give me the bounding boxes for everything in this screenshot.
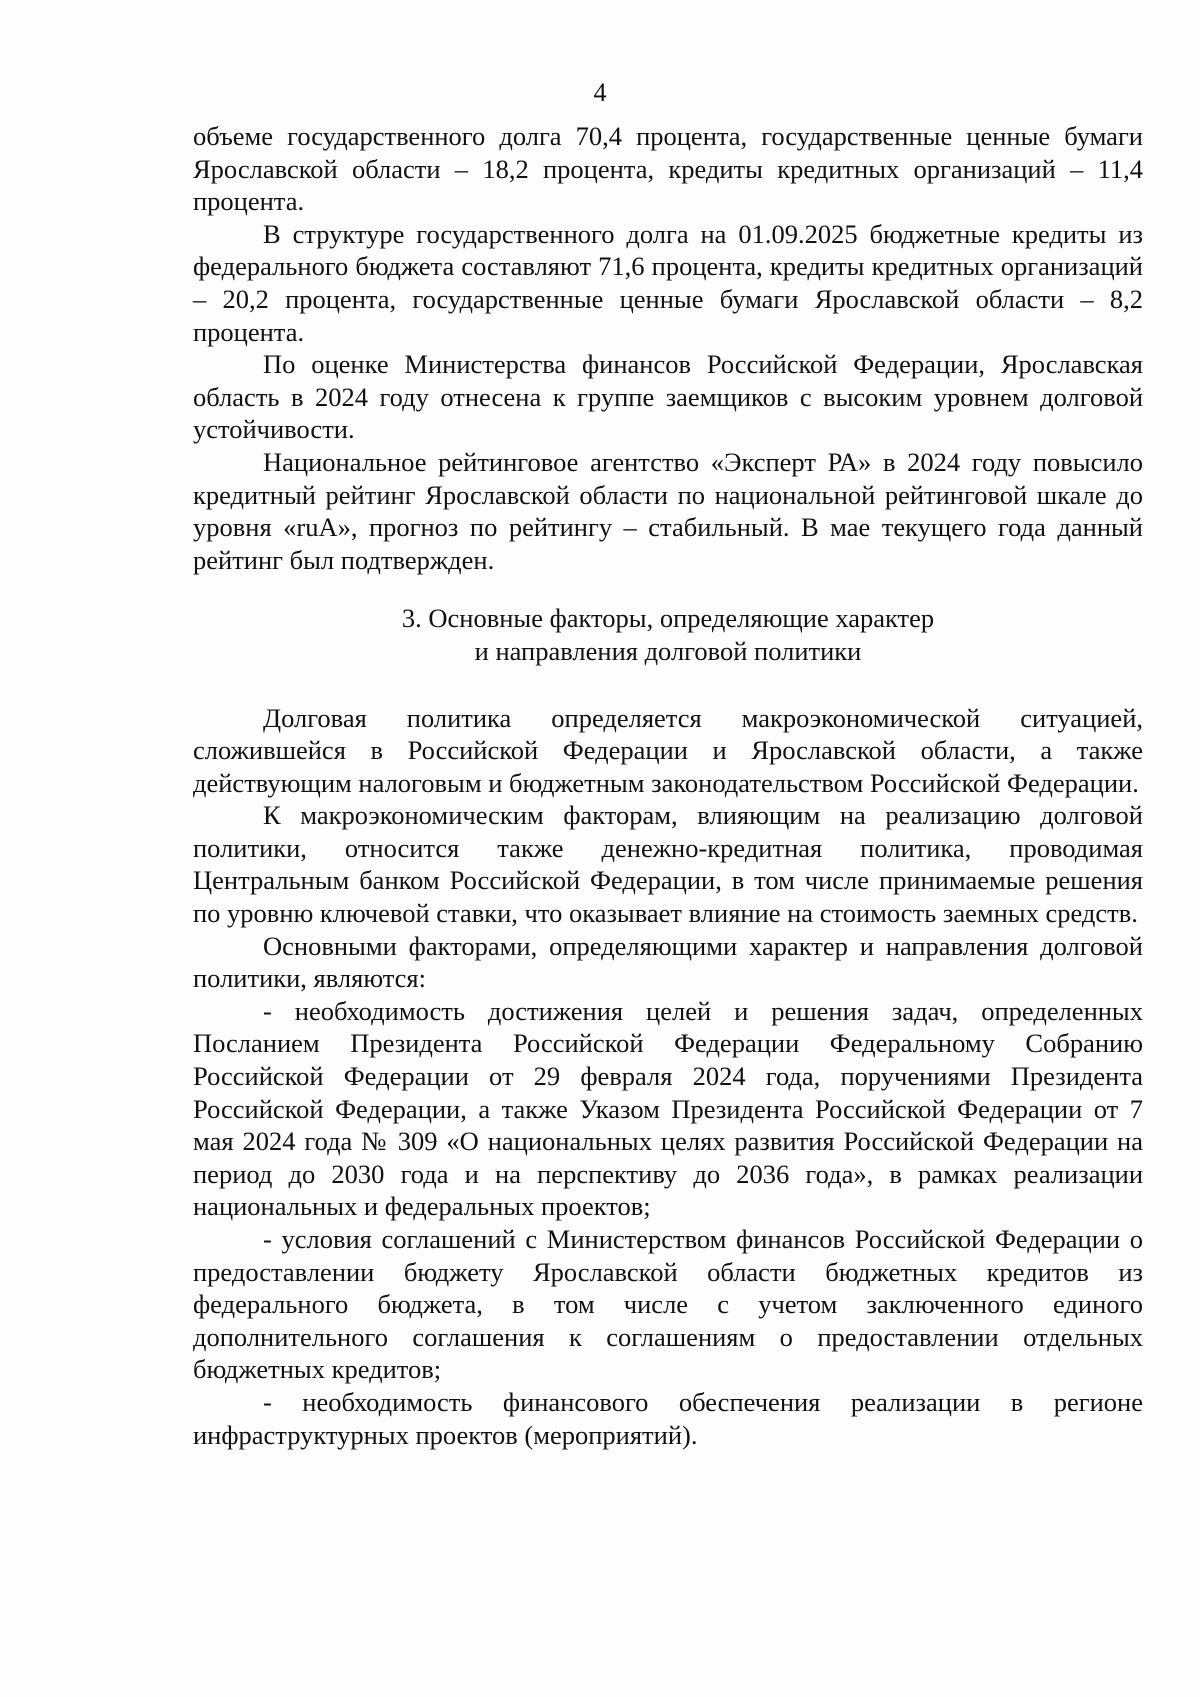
paragraph-ministry-assessment: По оценке Министерства финансов Российской Федерации, Ярославская область в 2024 году отнесена к группе заемщиков с высоким уровнем долговой устойчивости. [193,349,1143,445]
section-heading [193,602,1143,667]
list-item-national-goals: - необходимость достижения целей и решения задач, определенных Посланием Президента Российской Федерации Федеральному Собранию Российской Федерации от 29 февраля 2024 года, поручениями Президента Российской Федерации, а также Указом Президента Российской Федерации от 7 мая 2024 года № 309 «О национальных целях развития Российской Федерации на период до 2030 года и на перспективу до 2036 года», в рамках реализации национальных и федеральных проектов; [193,995,1143,1222]
paragraph-main-factors-intro: Основными факторами, определяющими характер и направления долговой политики, являются: [193,930,1143,994]
paragraph-macroeconomic-factors: К макроэкономическим факторам, влияющим на реализацию долговой политики, относится также денежно-кредитная политика, проводимая Центральным банком Российской Федерации, в том числе принимаемые решения по уровню ключевой ставки, что оказывает влияние на стоимость заемных средств. [193,800,1143,929]
page-number: 4 [593,78,607,107]
section-heading-line-1: 3. Основные факторы, определяющие характер [401,603,935,634]
paragraph-credit-rating: Национальное рейтинговое агентство «Эксперт РА» в 2024 году повысило кредитный рейтинг Ярославской области по национальной рейтинговой шкале до уровня «ruA», прогноз по рейтингу – стабильный. В мае текущего года данный рейтинг был подтвержден. [193,446,1143,575]
list-item-infrastructure: - необходимость финансового обеспечения реализации в регионе инфраструктурных проектов (мероприятий). [193,1386,1143,1450]
document-body [193,120,1143,1451]
section-heading-line-2: и направления долговой политики [474,635,862,666]
list-item-agreements: - условия соглашений с Министерством финансов Российской Федерации о предоставлении бюджету Ярославской области бюджетных кредитов из федерального бюджета, в том числе с учетом заключенного единого дополнительного соглашения к соглашениям о предоставлении отдельных бюджетных кредитов; [193,1224,1143,1385]
paragraph-debt-policy-definition: Долговая политика определяется макроэкономической ситуацией, сложившейся в Российской Федерации и Ярославской области, а также действующим налоговым и бюджетным законодательством Российской Федерации. [193,702,1143,798]
paragraph-debt-structure-2025: В структуре государственного долга на 01.09.2025 бюджетные кредиты из федерального бюджета составляют 71,6 процента, кредиты кредитных организаций – 20,2 процента, государственные ценные бумаги Ярославской области – 8,2 процента. [193,218,1143,347]
paragraph-debt-structure-continued: объеме государственного долга 70,4 процента, государственные ценные бумаги Ярославской области – 18,2 процента, кредиты кредитных организаций – 11,4 процента. [193,121,1143,217]
